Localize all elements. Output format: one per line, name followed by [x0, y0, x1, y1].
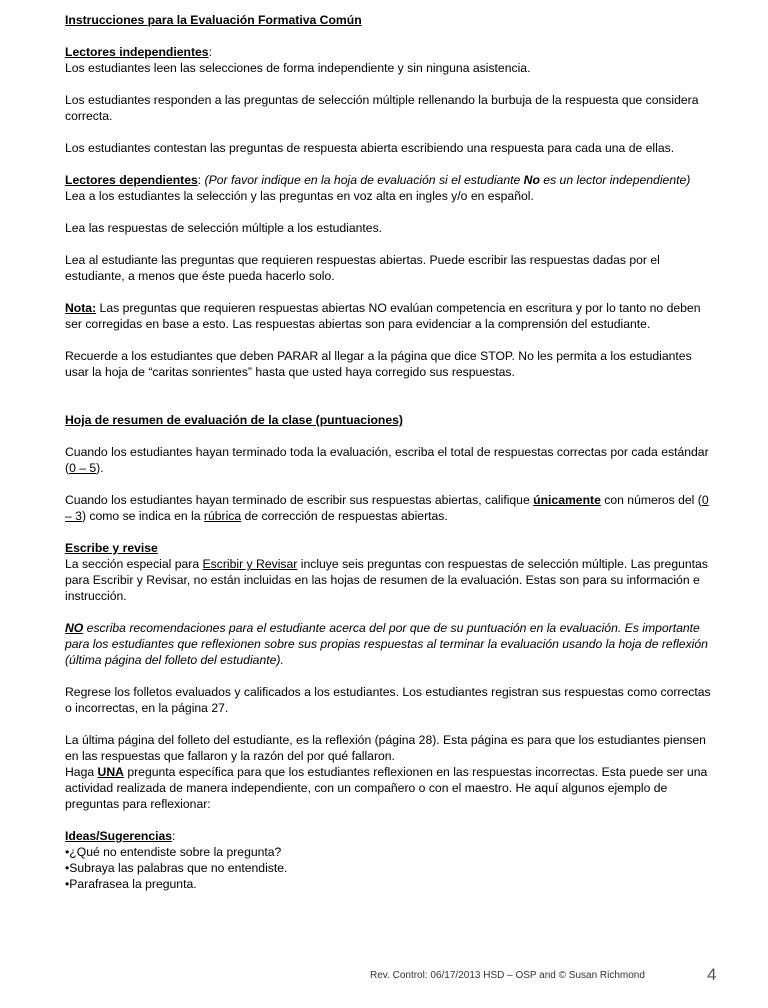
dependent-note-no: No [523, 173, 540, 187]
dependent-readers-section [65, 172, 715, 380]
write-p3: La última página del folleto del estudiante, es la reflexión (página 28). Esta página es para que los estudiantes piensen en las respuestas que fallaron y la razón del por qué fallaron. [65, 733, 706, 763]
ideas-heading: Ideas/Sugerencias [65, 829, 173, 843]
dependent-note-b: es un lector independiente) [539, 173, 691, 187]
independent-p3: Los estudiantes contestan las preguntas de respuesta abierta escribiendo una respuesta para cada una de ellas. [65, 141, 675, 155]
summary-heading: Hoja de resumen de evaluación de la clase (puntuaciones) [65, 413, 403, 427]
write-p4-b: pregunta específica para que los estudiantes reflexionen en las respuestas incorrectas. Esta puede ser una actividad realizada de manera independiente, con un compañero o con el maestro. He aquí algunos ejemplo de preguntas para reflexionar: [65, 765, 708, 811]
summary-p2-d: de corrección de respuestas abiertas. [241, 509, 448, 523]
write-p1-b: incluye seis preguntas con respuestas de selección múltiple. Las preguntas para Escribir y Revisar, no están incluidas en las hojas de resumen de la evaluación. Estas son para su información e instrucción. [65, 557, 708, 603]
write-p1-a: La sección especial para [65, 557, 203, 571]
write-no-paragraph [65, 620, 715, 668]
summary-p2-rubric: rúbrica [203, 509, 242, 523]
independent-readers-section [65, 44, 715, 156]
write-p2: Regrese los folletos evaluados y calificados a los estudiantes. Los estudiantes registran sus respuestas como correctas o incorrectas, en la página 27. [65, 685, 711, 715]
summary-p2-range: 0 – 3 [65, 493, 709, 523]
nota-text: Las preguntas que requieren respuestas abiertas NO evalúan competencia en escritura y por lo tanto no deben ser corregidas en base a esto. Las respuestas abiertas son para evidenciar a la comprensión del estudiante. [65, 301, 701, 331]
write-p4-una: UNA [97, 765, 124, 779]
dependent-heading: Lectores dependientes [65, 173, 198, 187]
page-title: Instrucciones para la Evaluación Formativa Común [65, 13, 362, 27]
summary-section [65, 412, 715, 524]
independent-heading-colon: : [208, 45, 212, 59]
dependent-p2: Lea las respuestas de selección múltiple a los estudiantes. [65, 221, 383, 235]
dependent-nota [65, 300, 715, 332]
ideas-colon: : [172, 829, 176, 843]
summary-p1-range: 0 – 5 [69, 461, 97, 475]
summary-p1-a: Cuando los estudiantes hayan terminado toda la evaluación, escriba el total de respuestas correctas por cada estándar ( [65, 445, 709, 475]
summary-p2 [65, 492, 715, 524]
page-number: 4 [707, 965, 717, 984]
summary-p2-c: ) como se indica en la [81, 509, 204, 523]
write-revise-section [65, 540, 715, 812]
write-p1-link: Escribir y Revisar [202, 557, 298, 571]
independent-p1: Los estudiantes leen las selecciones de forma independiente y sin ninguna asistencia. [65, 61, 531, 75]
footer-revision: Rev. Control: 06/17/2013 HSD – OSP and © Susan Richmond [370, 970, 645, 981]
independent-heading: Lectores independientes [65, 45, 209, 59]
write-no-text: escriba recomendaciones para el estudiante acerca del por que de su puntuación en la evaluación. Es importante para los estudiantes que reflexionen sobre sus propias respuestas al terminar la evaluación usando la hoja de reflexión (última página del folleto del estudiante). [65, 621, 708, 667]
idea-item: •Parafrasea la pregunta. [65, 877, 197, 891]
summary-p2-a: Cuando los estudiantes hayan terminado de escribir sus respuestas abiertas, califique [65, 493, 534, 507]
dependent-p3: Lea al estudiante las preguntas que requieren respuestas abiertas. Puede escribir las respuestas dadas por el estudiante, a menos que éste pueda hacerlo solo. [65, 253, 660, 283]
summary-p1-b: ). [96, 461, 104, 475]
write-p4 [65, 764, 715, 812]
summary-p1 [65, 444, 715, 476]
write-no-label: NO [65, 621, 84, 635]
independent-p2: Los estudiantes responden a las preguntas de selección múltiple rellenando la burbuja de la respuesta que considera correcta. [65, 93, 699, 123]
write-p4-a: Haga [65, 765, 98, 779]
document-body [65, 12, 715, 892]
write-heading: Escribe y revise [65, 541, 158, 555]
dependent-heading-colon: : [197, 173, 205, 187]
nota-label: Nota: [65, 301, 97, 315]
summary-p2-b: con números del ( [600, 493, 702, 507]
write-p1 [65, 556, 715, 604]
dependent-p1: Lea a los estudiantes la selección y las preguntas en voz alta en ingles y/o en español. [65, 189, 534, 203]
summary-p2-only: únicamente [533, 493, 601, 507]
dependent-note-a: (Por favor indique en la hoja de evaluación si el estudiante [204, 173, 524, 187]
ideas-section [65, 828, 715, 892]
idea-item: •¿Qué no entendiste sobre la pregunta? [65, 845, 282, 859]
dependent-p4: Recuerde a los estudiantes que deben PARAR al llegar a la página que dice STOP. No les permita a los estudiantes usar la hoja de “caritas sonrientes” hasta que usted haya corregido sus respuestas. [65, 349, 692, 379]
idea-item: •Subraya las palabras que no entendiste. [65, 861, 288, 875]
